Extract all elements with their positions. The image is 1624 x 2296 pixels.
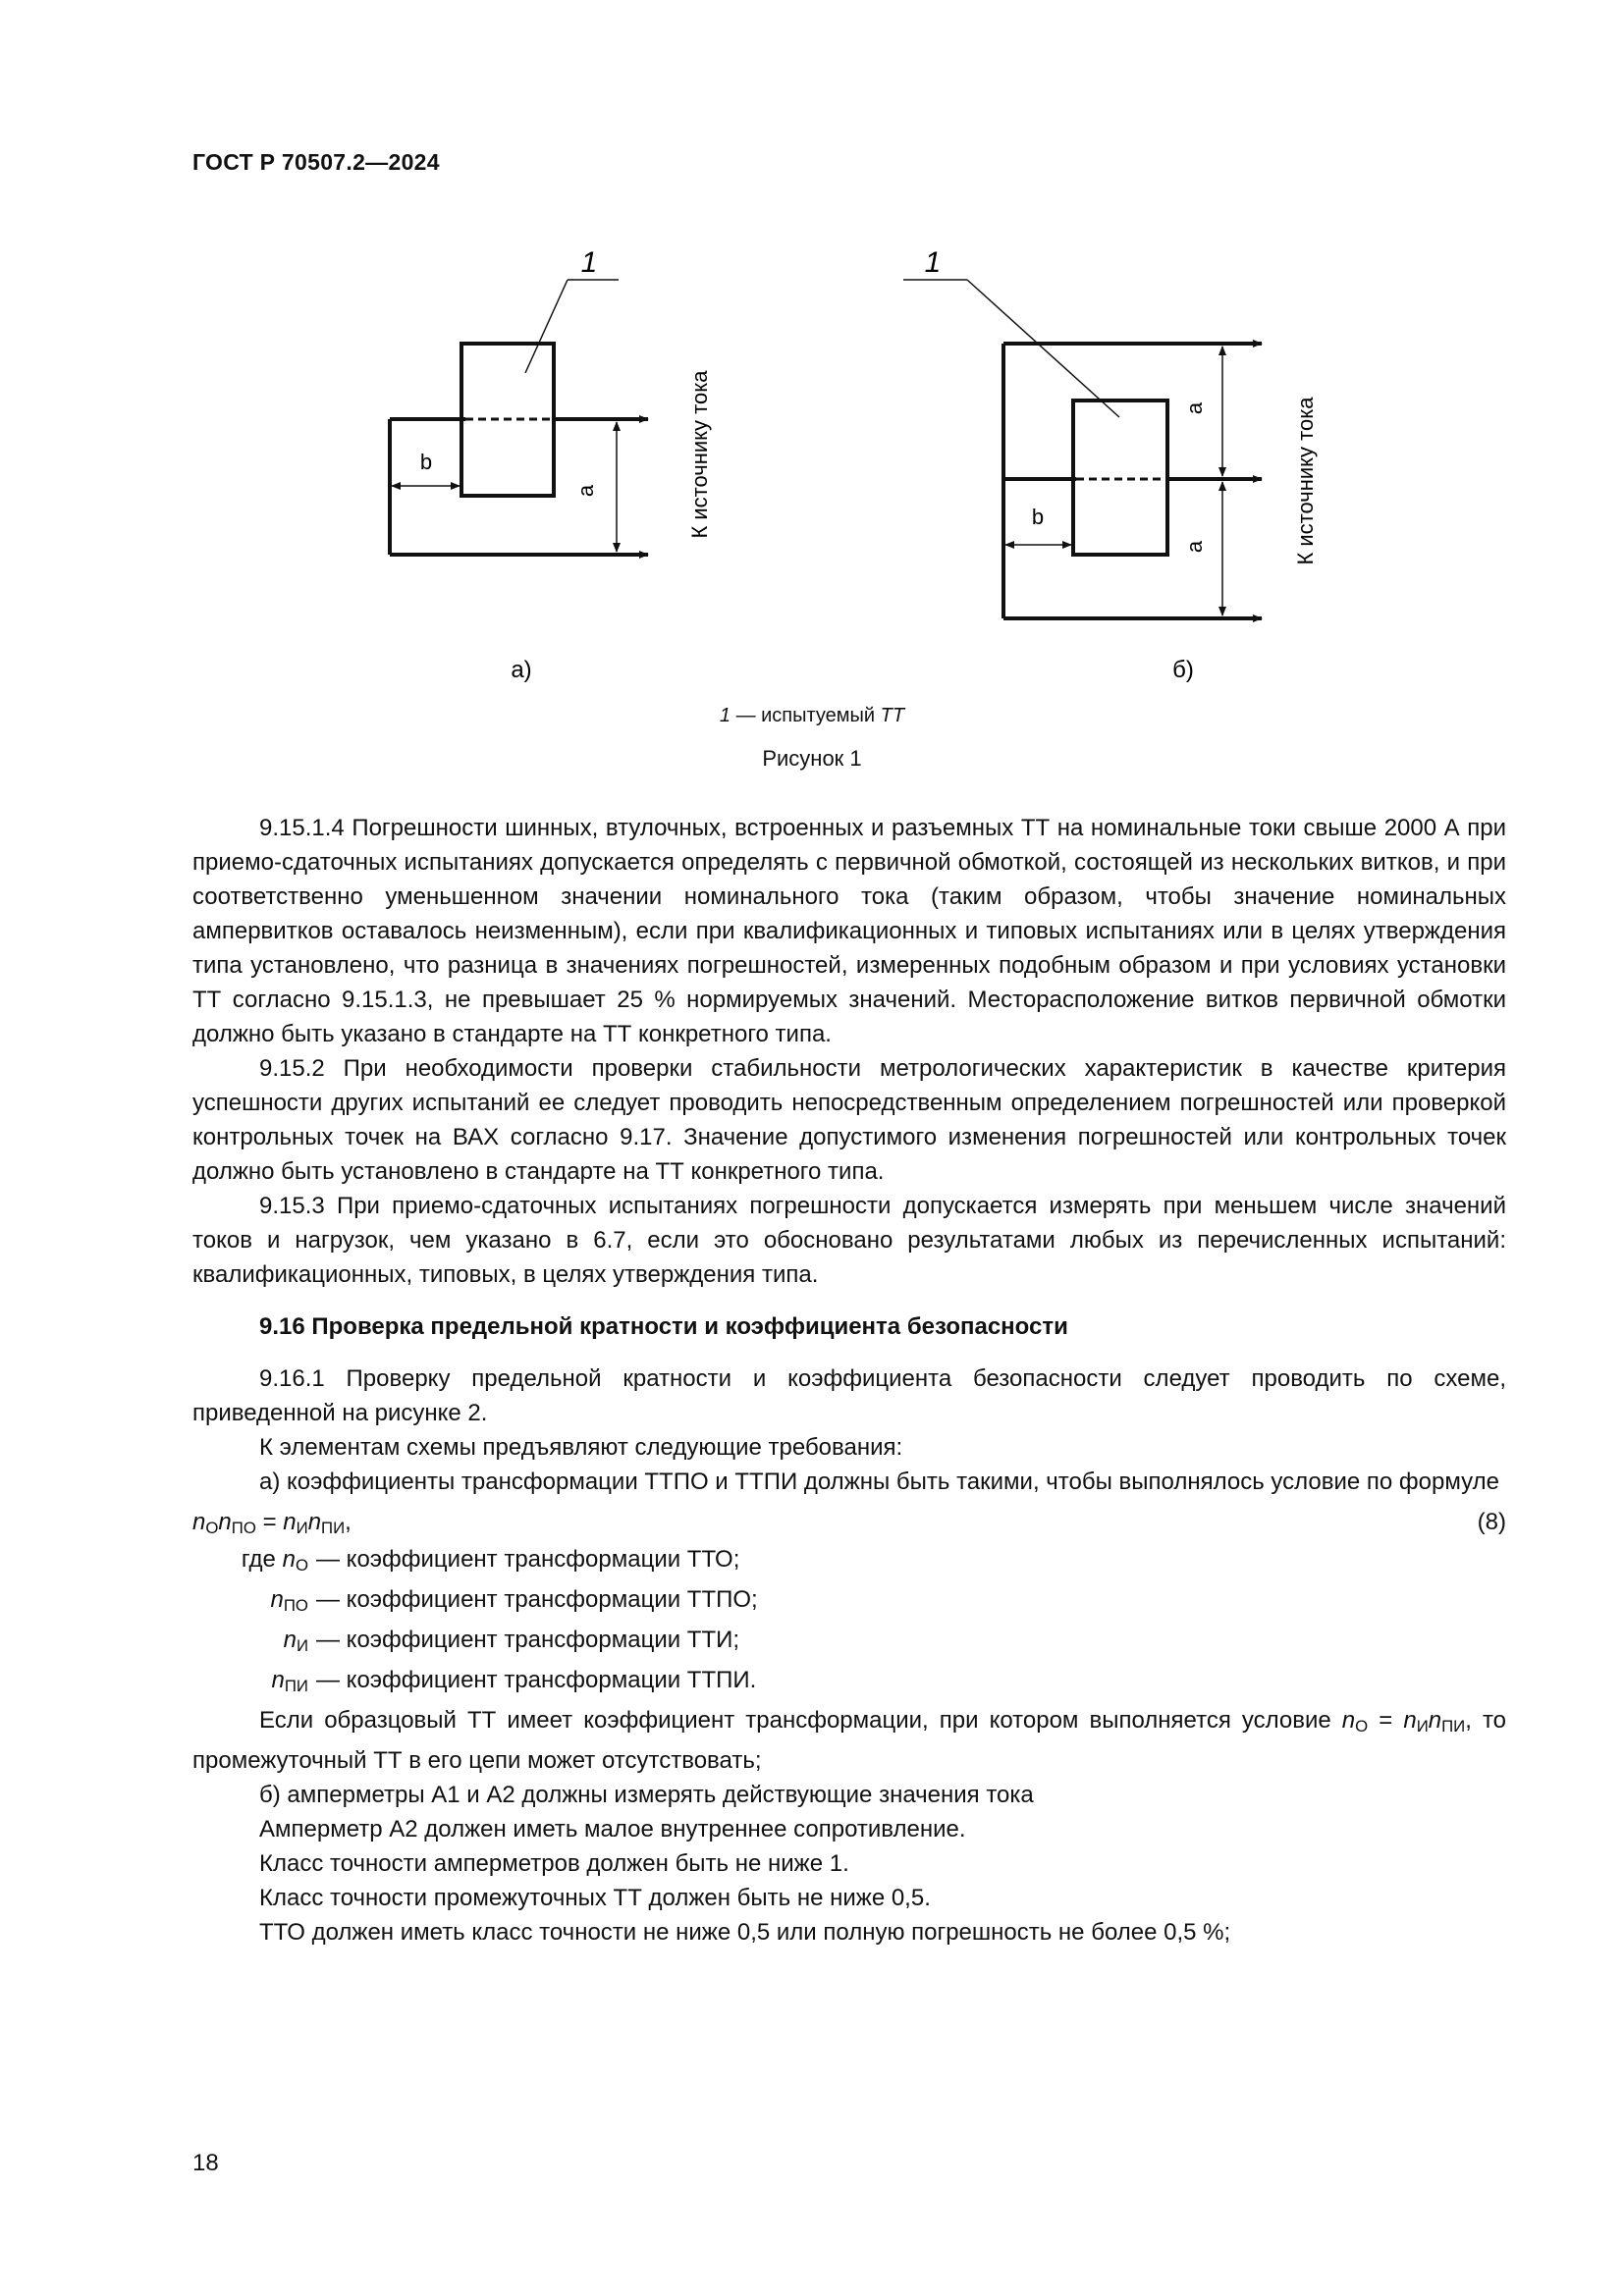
paragraph-intermediate-class: Класс точности промежуточных ТТ должен быть не ниже 0,5. [259,1885,931,1911]
paragraph-etalon-condition: Если образцовый ТТ имеет коэффициент трансформации, при котором выполняется условие $n_О = n_Иn_{ПИ}$, то промежуточный ТТ в его цепи может отсутствовать; [192,1707,1507,1774]
dim-b-label: b [1031,505,1045,529]
body-text [192,811,1506,1949]
legend-number: 1 [719,705,731,726]
panel-label: а) [511,657,532,683]
figure-1-diagram [0,0,1624,687]
page-number: 18 [192,2150,219,2176]
callout-number: 1 [580,246,598,279]
paragraph-ammeter-a2: Амперметр А2 должен иметь малое внутреннее сопротивление. [259,1816,966,1842]
symbol-definitions [192,1542,1506,1703]
paragraph-requirements-intro: К элементам схемы предъявляют следующие требования: [259,1434,903,1461]
definition-row: где $n_О$ — коэффициент трансформации ТТО; [241,1546,740,1575]
section-heading-9-16: 9.16 Проверка предельной кратности и коэффициента безопасности [259,1313,1068,1340]
paragraph-tto-class: ТТО должен иметь класс точности не ниже 0,5 или полную погрешность не более 0,5 %; [259,1919,1231,1946]
document-header: ГОСТ Р 70507.2—2024 [192,149,440,175]
paragraph-9-16-1: 9.16.1 Проверку предельной кратности и коэффициента безопасности следует проводить по схеме, приведенной на рисунке 2. [192,1365,1506,1426]
formula-8 [192,1503,1506,1542]
panel-label: б) [1172,657,1194,683]
dim-b-label: b [419,450,433,474]
figure-legend [0,705,1624,727]
definition-row: $n_{ПО}$ — коэффициент трансформации ТТПО; [270,1586,758,1615]
paragraph-ammeter-class: Класс точности амперметров должен быть не ниже 1. [259,1850,849,1877]
figure-panel-a [390,246,712,683]
figure-panel-b [903,246,1318,683]
formula-number: (8) [1477,1509,1506,1535]
paragraph-9-15-2: 9.15.2 При необходимости проверки стабильности метрологических характеристик в качестве критерия успешности других испытаний ее следует проводить непосредственным определением погрешностей или проверкой контрольных точек на ВАХ согласно 9.17. Значение допустимого изменения погрешностей или контрольных точек должно быть установлено в стандарте на ТТ конкретного типа. [192,1055,1506,1185]
dim-a-top-label: a [1182,401,1207,415]
source-label: К источнику тока [687,370,712,539]
paragraph-9-15-1-4: 9.15.1.4 Погрешности шинных, втулочных, встроенных и разъемных ТТ на номинальные токи свыше 2000 А при приемо-сдаточных испытаниях допускается определять с первичной обмоткой, состоящей из нескольких витков, и при соответственно уменьшенном значении номинального тока (таким образом, чтобы значение номинальных ампервитков оставалось неизменным), если при квалификационных и типовых испытаниях или в целях утверждения типа установлено, что разница в значениях погрешностей, измеренных подобным образом и при условиях установки ТТ согласно 9.15.1.3, не превышает 25 % нормируемых значений. Месторасположение витков первичной обмотки должно быть указано в стандарте на ТТ конкретного типа. [192,815,1506,1047]
definition-row: $n_И$ — коэффициент трансформации ТТИ; [283,1627,740,1655]
legend-text: — испытуемый [731,705,881,726]
figure-caption: Рисунок 1 [762,746,862,771]
legend-tt: ТТ [880,705,905,726]
callout-leader [525,280,568,373]
formula-expression: $n_Оn_{ПО} = n_Иn_{ПИ}$, [192,1509,352,1537]
callout-leader [967,280,1119,417]
dim-a-bottom-label: a [1182,540,1207,554]
source-label: К источнику тока [1293,397,1318,565]
definition-row: $n_{ПИ}$ — коэффициент трансформации ТТПИ. [271,1667,757,1695]
callout-number: 1 [924,246,942,279]
paragraph-9-15-3: 9.15.3 При приемо-сдаточных испытаниях погрешности допускается измерять при меньшем числе значений токов и нагрузок, чем указано в 6.7, если это обосновано результатами любых из перечисленных испытаний: квалификационных, типовых, в целях утверждения типа. [192,1193,1506,1288]
dim-a-label: a [573,484,598,498]
paragraph-item-a: а) коэффициенты трансформации ТТПО и ТТПИ должны быть такими, чтобы выполнялось условие по формуле [259,1468,1499,1495]
paragraph-item-b: б) амперметры А1 и А2 должны измерять действующие значения тока [259,1782,1034,1808]
